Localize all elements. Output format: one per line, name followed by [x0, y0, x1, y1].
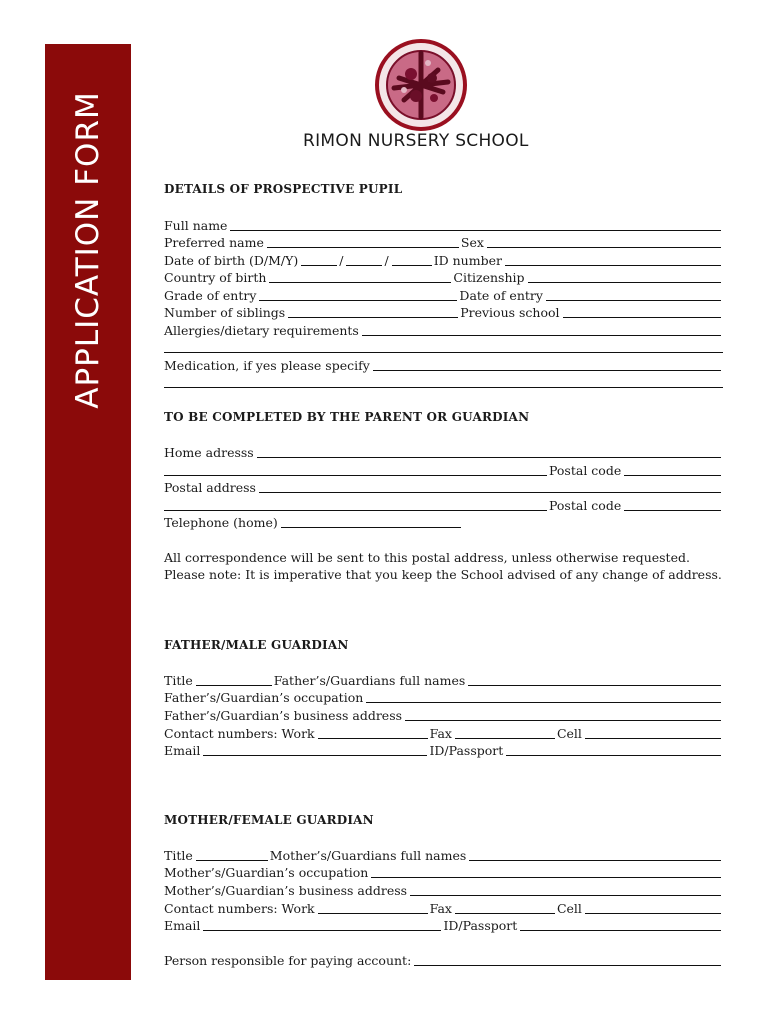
father-work-field[interactable]	[318, 738, 428, 739]
postal-code-field[interactable]	[624, 510, 721, 511]
mother-title-label: Title	[164, 848, 193, 863]
mother-occupation-field[interactable]	[371, 877, 721, 878]
grade-row	[164, 286, 723, 303]
father-contact-row	[164, 724, 723, 741]
father-title-row	[164, 671, 723, 688]
preferred-name-field[interactable]	[267, 247, 459, 248]
mother-cell-field[interactable]	[585, 913, 721, 914]
mother-work-field[interactable]	[318, 913, 428, 914]
full-name-row	[164, 216, 723, 233]
mother-business-field[interactable]	[410, 895, 721, 896]
dob-month-field[interactable]	[346, 265, 382, 266]
medication-field-extra[interactable]	[164, 387, 723, 388]
mother-id-field[interactable]	[520, 930, 721, 931]
father-email-label: Email	[164, 743, 201, 758]
sex-label: Sex	[460, 235, 484, 250]
mother-title-row	[164, 846, 723, 863]
mother-contact-row	[164, 899, 723, 916]
father-fax-label: Fax	[429, 726, 452, 741]
parent-heading: TO BE COMPLETED BY THE PARENT OR GUARDIAN	[164, 410, 530, 424]
home-address-field-2[interactable]	[164, 475, 547, 476]
telephone-label: Telephone (home)	[164, 515, 278, 530]
father-title-field[interactable]	[196, 685, 272, 686]
postal-code-row	[164, 496, 723, 513]
mother-email-field[interactable]	[203, 930, 441, 931]
father-email-row	[164, 741, 723, 758]
correspondence-note: All correspondence will be sent to this postal address, unless otherwise requested.	[164, 550, 690, 565]
mother-heading: MOTHER/FEMALE GUARDIAN	[164, 813, 374, 827]
home-postal-row	[164, 461, 723, 478]
mother-business-label: Mother’s/Guardian’s business address	[164, 883, 408, 898]
home-address-field[interactable]	[257, 457, 721, 458]
father-occupation-row	[164, 688, 723, 705]
previous-school-field[interactable]	[563, 317, 721, 318]
father-id-field[interactable]	[506, 755, 721, 756]
postal-address-field-2[interactable]	[164, 510, 547, 511]
home-address-row	[164, 443, 723, 460]
date-entry-label: Date of entry	[459, 288, 543, 303]
father-contact-label: Contact numbers: Work	[164, 726, 315, 741]
siblings-field[interactable]	[288, 317, 458, 318]
date-entry-field[interactable]	[546, 300, 721, 301]
allergies-label: Allergies/dietary requirements	[164, 323, 359, 338]
father-heading: FATHER/MALE GUARDIAN	[164, 638, 349, 652]
citizenship-field[interactable]	[528, 282, 722, 283]
medication-field[interactable]	[373, 370, 721, 371]
previous-school-label: Previous school	[460, 305, 560, 320]
mother-full-names-field[interactable]	[469, 860, 721, 861]
citizenship-label: Citizenship	[453, 270, 525, 285]
grade-field[interactable]	[259, 300, 457, 301]
account-field[interactable]	[414, 965, 721, 966]
country-label: Country of birth	[164, 270, 267, 285]
mother-full-names-label: Mother’s/Guardians full names	[269, 848, 467, 863]
account-label: Person responsible for paying account:	[164, 953, 412, 968]
sex-field[interactable]	[487, 247, 721, 248]
father-full-names-label: Father’s/Guardians full names	[273, 673, 466, 688]
mother-cell-label: Cell	[556, 901, 582, 916]
mother-id-label: ID/Passport	[443, 918, 518, 933]
father-occupation-field[interactable]	[366, 702, 721, 703]
father-cell-label: Cell	[556, 726, 582, 741]
mother-contact-label: Contact numbers: Work	[164, 901, 315, 916]
full-name-label: Full name	[164, 218, 228, 233]
postal-code-label: Postal code	[549, 498, 622, 513]
allergies-field[interactable]	[362, 335, 721, 336]
home-postal-code-field[interactable]	[624, 475, 721, 476]
full-name-field[interactable]	[230, 230, 721, 231]
dob-label: Date of birth (D/M/Y)	[164, 253, 299, 268]
school-logo	[374, 38, 468, 132]
address-change-note: Please note: It is imperative that you keep the School advised of any change of address.	[164, 567, 722, 582]
country-row	[164, 268, 723, 285]
medication-label: Medication, if yes please specify	[164, 358, 370, 373]
telephone-field[interactable]	[281, 527, 461, 528]
father-id-label: ID/Passport	[429, 743, 504, 758]
pupil-heading: DETAILS OF PROSPECTIVE PUPIL	[164, 182, 403, 196]
mother-title-field[interactable]	[196, 860, 268, 861]
postal-address-label: Postal address	[164, 480, 256, 495]
dob-separator-2: /	[384, 253, 389, 268]
father-fax-field[interactable]	[455, 738, 555, 739]
home-address-label: Home adresss	[164, 445, 254, 460]
mother-email-row	[164, 916, 723, 933]
home-postal-code-label: Postal code	[549, 463, 622, 478]
dob-separator-1: /	[339, 253, 344, 268]
grade-label: Grade of entry	[164, 288, 257, 303]
id-number-label: ID number	[433, 253, 502, 268]
mother-occupation-label: Mother’s/Guardian’s occupation	[164, 865, 369, 880]
allergies-field-extra[interactable]	[164, 352, 723, 353]
medication-row	[164, 356, 723, 373]
siblings-label: Number of siblings	[164, 305, 286, 320]
country-field[interactable]	[269, 282, 451, 283]
dob-row	[164, 251, 723, 268]
father-full-names-field[interactable]	[468, 685, 721, 686]
mother-email-label: Email	[164, 918, 201, 933]
preferred-name-row	[164, 233, 723, 250]
father-business-row	[164, 706, 723, 723]
postal-address-row	[164, 478, 723, 495]
father-business-label: Father’s/Guardian’s business address	[164, 708, 403, 723]
id-number-field[interactable]	[505, 265, 721, 266]
father-email-field[interactable]	[203, 755, 427, 756]
dob-day-field[interactable]	[301, 265, 337, 266]
mother-business-row	[164, 881, 723, 898]
telephone-row	[164, 513, 723, 530]
father-business-field[interactable]	[405, 720, 721, 721]
siblings-row	[164, 303, 723, 320]
father-occupation-label: Father’s/Guardian’s occupation	[164, 690, 364, 705]
preferred-name-label: Preferred name	[164, 235, 264, 250]
dob-year-field[interactable]	[392, 265, 432, 266]
mother-fax-label: Fax	[429, 901, 452, 916]
account-row	[164, 951, 723, 968]
mother-fax-field[interactable]	[455, 913, 555, 914]
father-title-label: Title	[164, 673, 193, 688]
application-form-title: APPLICATION FORM	[70, 91, 106, 409]
postal-address-field[interactable]	[259, 492, 721, 493]
father-cell-field[interactable]	[585, 738, 721, 739]
school-name: RIMON NURSERY SCHOOL	[303, 131, 529, 151]
allergies-row	[164, 321, 723, 338]
mother-occupation-row	[164, 863, 723, 880]
